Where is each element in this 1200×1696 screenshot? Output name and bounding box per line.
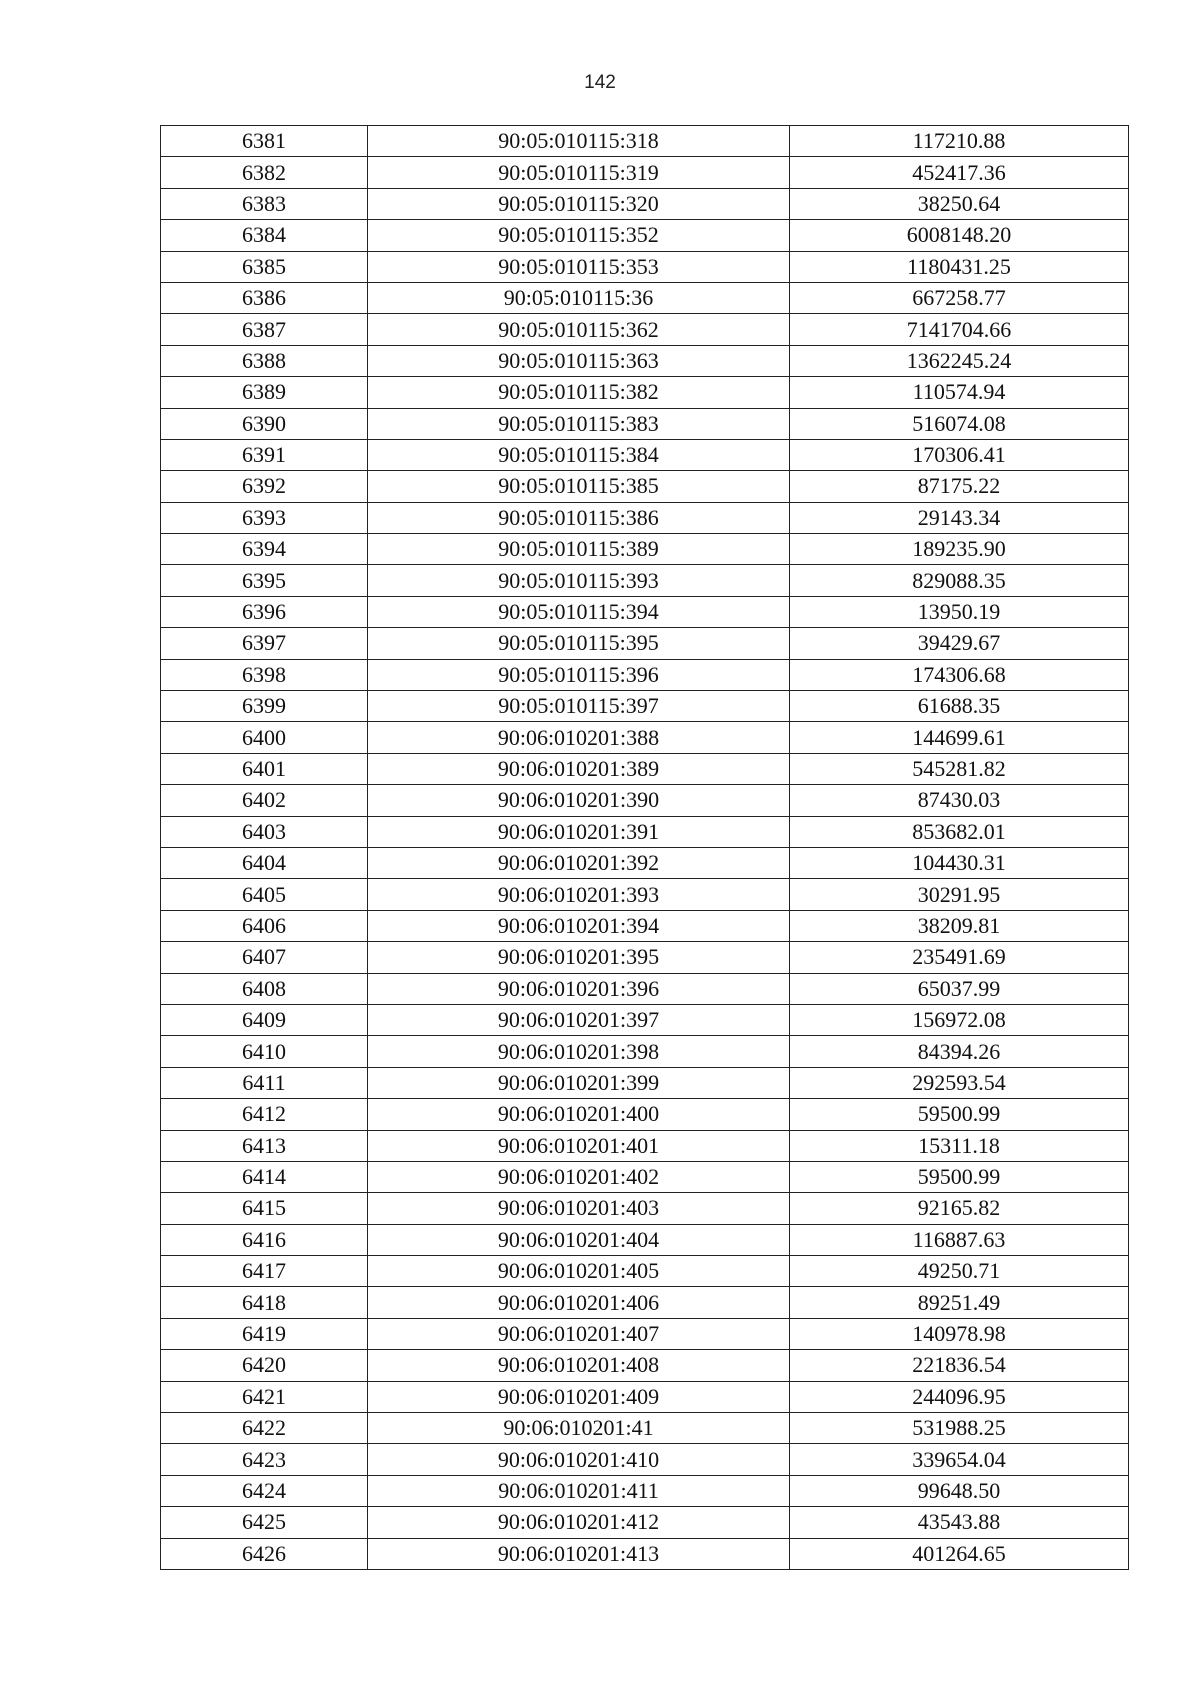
row-number-cell: 6388 <box>161 345 368 376</box>
cadastral-number-cell: 90:06:010201:409 <box>368 1381 790 1412</box>
cadastral-number-cell: 90:05:010115:385 <box>368 471 790 502</box>
cadastral-number-cell: 90:06:010201:411 <box>368 1475 790 1506</box>
row-number-cell: 6400 <box>161 722 368 753</box>
cadastral-number-cell: 90:05:010115:384 <box>368 439 790 470</box>
cadastral-number-cell: 90:05:010115:320 <box>368 188 790 219</box>
cadastral-number-cell: 90:06:010201:402 <box>368 1161 790 1192</box>
cadastral-number-cell: 90:06:010201:389 <box>368 753 790 784</box>
row-number-cell: 6402 <box>161 785 368 816</box>
cadastral-number-cell: 90:06:010201:408 <box>368 1350 790 1381</box>
value-cell: 140978.98 <box>790 1318 1129 1349</box>
row-number-cell: 6394 <box>161 534 368 565</box>
row-number-cell: 6407 <box>161 942 368 973</box>
table-row <box>161 1193 1129 1224</box>
value-cell: 7141704.66 <box>790 314 1129 345</box>
row-number-cell: 6409 <box>161 1004 368 1035</box>
value-cell: 545281.82 <box>790 753 1129 784</box>
table-row <box>161 1413 1129 1444</box>
row-number-cell: 6383 <box>161 188 368 219</box>
value-cell: 38209.81 <box>790 910 1129 941</box>
cadastral-number-cell: 90:05:010115:319 <box>368 157 790 188</box>
table-row <box>161 1256 1129 1287</box>
value-cell: 6008148.20 <box>790 220 1129 251</box>
row-number-cell: 6398 <box>161 659 368 690</box>
cadastral-number-cell: 90:06:010201:388 <box>368 722 790 753</box>
row-number-cell: 6399 <box>161 691 368 722</box>
row-number-cell: 6413 <box>161 1130 368 1161</box>
cadastral-number-cell: 90:06:010201:406 <box>368 1287 790 1318</box>
value-cell: 39429.67 <box>790 628 1129 659</box>
cadastral-number-cell: 90:06:010201:393 <box>368 879 790 910</box>
table-row <box>161 1067 1129 1098</box>
table-row <box>161 502 1129 533</box>
value-cell: 401264.65 <box>790 1538 1129 1569</box>
value-cell: 452417.36 <box>790 157 1129 188</box>
table-row <box>161 1350 1129 1381</box>
table-row <box>161 377 1129 408</box>
value-cell: 531988.25 <box>790 1413 1129 1444</box>
cadastral-number-cell: 90:05:010115:353 <box>368 251 790 282</box>
table-row <box>161 847 1129 878</box>
cadastral-number-cell: 90:06:010201:398 <box>368 1036 790 1067</box>
cadastral-number-cell: 90:06:010201:396 <box>368 973 790 1004</box>
table-row <box>161 251 1129 282</box>
value-cell: 104430.31 <box>790 847 1129 878</box>
value-cell: 87175.22 <box>790 471 1129 502</box>
row-number-cell: 6387 <box>161 314 368 345</box>
cadastral-number-cell: 90:06:010201:413 <box>368 1538 790 1569</box>
row-number-cell: 6395 <box>161 565 368 596</box>
row-number-cell: 6397 <box>161 628 368 659</box>
table-row <box>161 439 1129 470</box>
value-cell: 99648.50 <box>790 1475 1129 1506</box>
row-number-cell: 6419 <box>161 1318 368 1349</box>
cadastral-number-cell: 90:05:010115:318 <box>368 126 790 157</box>
value-cell: 235491.69 <box>790 942 1129 973</box>
cadastral-number-cell: 90:06:010201:400 <box>368 1099 790 1130</box>
cadastral-number-cell: 90:05:010115:386 <box>368 502 790 533</box>
cadastral-number-cell: 90:05:010115:397 <box>368 691 790 722</box>
row-number-cell: 6405 <box>161 879 368 910</box>
row-number-cell: 6390 <box>161 408 368 439</box>
row-number-cell: 6385 <box>161 251 368 282</box>
table-row <box>161 565 1129 596</box>
row-number-cell: 6412 <box>161 1099 368 1130</box>
cadastral-number-cell: 90:05:010115:395 <box>368 628 790 659</box>
table-row <box>161 628 1129 659</box>
table-row <box>161 1475 1129 1506</box>
value-cell: 667258.77 <box>790 282 1129 313</box>
table-row <box>161 1381 1129 1412</box>
table-row <box>161 1287 1129 1318</box>
value-cell: 61688.35 <box>790 691 1129 722</box>
table-row <box>161 1130 1129 1161</box>
row-number-cell: 6423 <box>161 1444 368 1475</box>
table-row <box>161 1004 1129 1035</box>
table-row <box>161 1099 1129 1130</box>
table-row <box>161 188 1129 219</box>
row-number-cell: 6392 <box>161 471 368 502</box>
table-row <box>161 1161 1129 1192</box>
cadastral-number-cell: 90:06:010201:407 <box>368 1318 790 1349</box>
row-number-cell: 6391 <box>161 439 368 470</box>
cadastral-number-cell: 90:06:010201:405 <box>368 1256 790 1287</box>
table-row <box>161 282 1129 313</box>
value-cell: 174306.68 <box>790 659 1129 690</box>
row-number-cell: 6418 <box>161 1287 368 1318</box>
value-cell: 1362245.24 <box>790 345 1129 376</box>
cadastral-number-cell: 90:06:010201:391 <box>368 816 790 847</box>
table-row <box>161 1036 1129 1067</box>
table-row <box>161 910 1129 941</box>
cadastral-number-cell: 90:06:010201:399 <box>368 1067 790 1098</box>
row-number-cell: 6382 <box>161 157 368 188</box>
registry-table <box>160 125 1129 1570</box>
table-row <box>161 879 1129 910</box>
value-cell: 65037.99 <box>790 973 1129 1004</box>
cadastral-number-cell: 90:06:010201:390 <box>368 785 790 816</box>
cadastral-number-cell: 90:06:010201:397 <box>368 1004 790 1035</box>
cadastral-number-cell: 90:06:010201:403 <box>368 1193 790 1224</box>
cadastral-number-cell: 90:05:010115:382 <box>368 377 790 408</box>
value-cell: 59500.99 <box>790 1161 1129 1192</box>
row-number-cell: 6421 <box>161 1381 368 1412</box>
value-cell: 84394.26 <box>790 1036 1129 1067</box>
row-number-cell: 6393 <box>161 502 368 533</box>
value-cell: 13950.19 <box>790 596 1129 627</box>
table-row <box>161 1507 1129 1538</box>
table-row <box>161 659 1129 690</box>
cadastral-number-cell: 90:05:010115:383 <box>368 408 790 439</box>
table-row <box>161 408 1129 439</box>
value-cell: 87430.03 <box>790 785 1129 816</box>
table-row <box>161 816 1129 847</box>
table-row <box>161 534 1129 565</box>
cadastral-number-cell: 90:05:010115:352 <box>368 220 790 251</box>
cadastral-number-cell: 90:06:010201:404 <box>368 1224 790 1255</box>
table-row <box>161 314 1129 345</box>
cadastral-number-cell: 90:05:010115:362 <box>368 314 790 345</box>
value-cell: 38250.64 <box>790 188 1129 219</box>
registry-table-body <box>161 126 1129 1570</box>
value-cell: 156972.08 <box>790 1004 1129 1035</box>
row-number-cell: 6422 <box>161 1413 368 1444</box>
value-cell: 29143.34 <box>790 502 1129 533</box>
row-number-cell: 6426 <box>161 1538 368 1569</box>
value-cell: 516074.08 <box>790 408 1129 439</box>
table-row <box>161 753 1129 784</box>
value-cell: 116887.63 <box>790 1224 1129 1255</box>
row-number-cell: 6403 <box>161 816 368 847</box>
table-row <box>161 1444 1129 1475</box>
value-cell: 1180431.25 <box>790 251 1129 282</box>
table-row <box>161 942 1129 973</box>
value-cell: 59500.99 <box>790 1099 1129 1130</box>
cadastral-number-cell: 90:05:010115:393 <box>368 565 790 596</box>
row-number-cell: 6416 <box>161 1224 368 1255</box>
row-number-cell: 6396 <box>161 596 368 627</box>
table-row <box>161 157 1129 188</box>
cadastral-number-cell: 90:06:010201:41 <box>368 1413 790 1444</box>
table-row <box>161 220 1129 251</box>
value-cell: 43543.88 <box>790 1507 1129 1538</box>
row-number-cell: 6401 <box>161 753 368 784</box>
page-number: 142 <box>584 72 616 93</box>
row-number-cell: 6411 <box>161 1067 368 1098</box>
row-number-cell: 6424 <box>161 1475 368 1506</box>
value-cell: 170306.41 <box>790 439 1129 470</box>
cadastral-number-cell: 90:05:010115:394 <box>368 596 790 627</box>
table-row <box>161 596 1129 627</box>
table-row <box>161 471 1129 502</box>
value-cell: 189235.90 <box>790 534 1129 565</box>
row-number-cell: 6389 <box>161 377 368 408</box>
table-row <box>161 722 1129 753</box>
row-number-cell: 6420 <box>161 1350 368 1381</box>
value-cell: 221836.54 <box>790 1350 1129 1381</box>
value-cell: 49250.71 <box>790 1256 1129 1287</box>
table-row <box>161 1224 1129 1255</box>
cadastral-number-cell: 90:06:010201:401 <box>368 1130 790 1161</box>
row-number-cell: 6386 <box>161 282 368 313</box>
value-cell: 292593.54 <box>790 1067 1129 1098</box>
row-number-cell: 6417 <box>161 1256 368 1287</box>
cadastral-number-cell: 90:05:010115:396 <box>368 659 790 690</box>
table-row <box>161 345 1129 376</box>
value-cell: 110574.94 <box>790 377 1129 408</box>
cadastral-number-cell: 90:05:010115:363 <box>368 345 790 376</box>
value-cell: 30291.95 <box>790 879 1129 910</box>
table-row <box>161 785 1129 816</box>
value-cell: 829088.35 <box>790 565 1129 596</box>
cadastral-number-cell: 90:06:010201:410 <box>368 1444 790 1475</box>
row-number-cell: 6425 <box>161 1507 368 1538</box>
row-number-cell: 6381 <box>161 126 368 157</box>
cadastral-number-cell: 90:06:010201:395 <box>368 942 790 973</box>
row-number-cell: 6384 <box>161 220 368 251</box>
cadastral-number-cell: 90:06:010201:412 <box>368 1507 790 1538</box>
cadastral-number-cell: 90:06:010201:394 <box>368 910 790 941</box>
value-cell: 339654.04 <box>790 1444 1129 1475</box>
cadastral-number-cell: 90:05:010115:36 <box>368 282 790 313</box>
table-row <box>161 1318 1129 1349</box>
cadastral-number-cell: 90:05:010115:389 <box>368 534 790 565</box>
row-number-cell: 6410 <box>161 1036 368 1067</box>
row-number-cell: 6414 <box>161 1161 368 1192</box>
value-cell: 117210.88 <box>790 126 1129 157</box>
value-cell: 15311.18 <box>790 1130 1129 1161</box>
table-row <box>161 126 1129 157</box>
row-number-cell: 6404 <box>161 847 368 878</box>
table-row <box>161 691 1129 722</box>
value-cell: 244096.95 <box>790 1381 1129 1412</box>
value-cell: 853682.01 <box>790 816 1129 847</box>
table-row <box>161 973 1129 1004</box>
row-number-cell: 6408 <box>161 973 368 1004</box>
row-number-cell: 6406 <box>161 910 368 941</box>
table-row <box>161 1538 1129 1569</box>
value-cell: 144699.61 <box>790 722 1129 753</box>
row-number-cell: 6415 <box>161 1193 368 1224</box>
value-cell: 92165.82 <box>790 1193 1129 1224</box>
value-cell: 89251.49 <box>790 1287 1129 1318</box>
cadastral-number-cell: 90:06:010201:392 <box>368 847 790 878</box>
